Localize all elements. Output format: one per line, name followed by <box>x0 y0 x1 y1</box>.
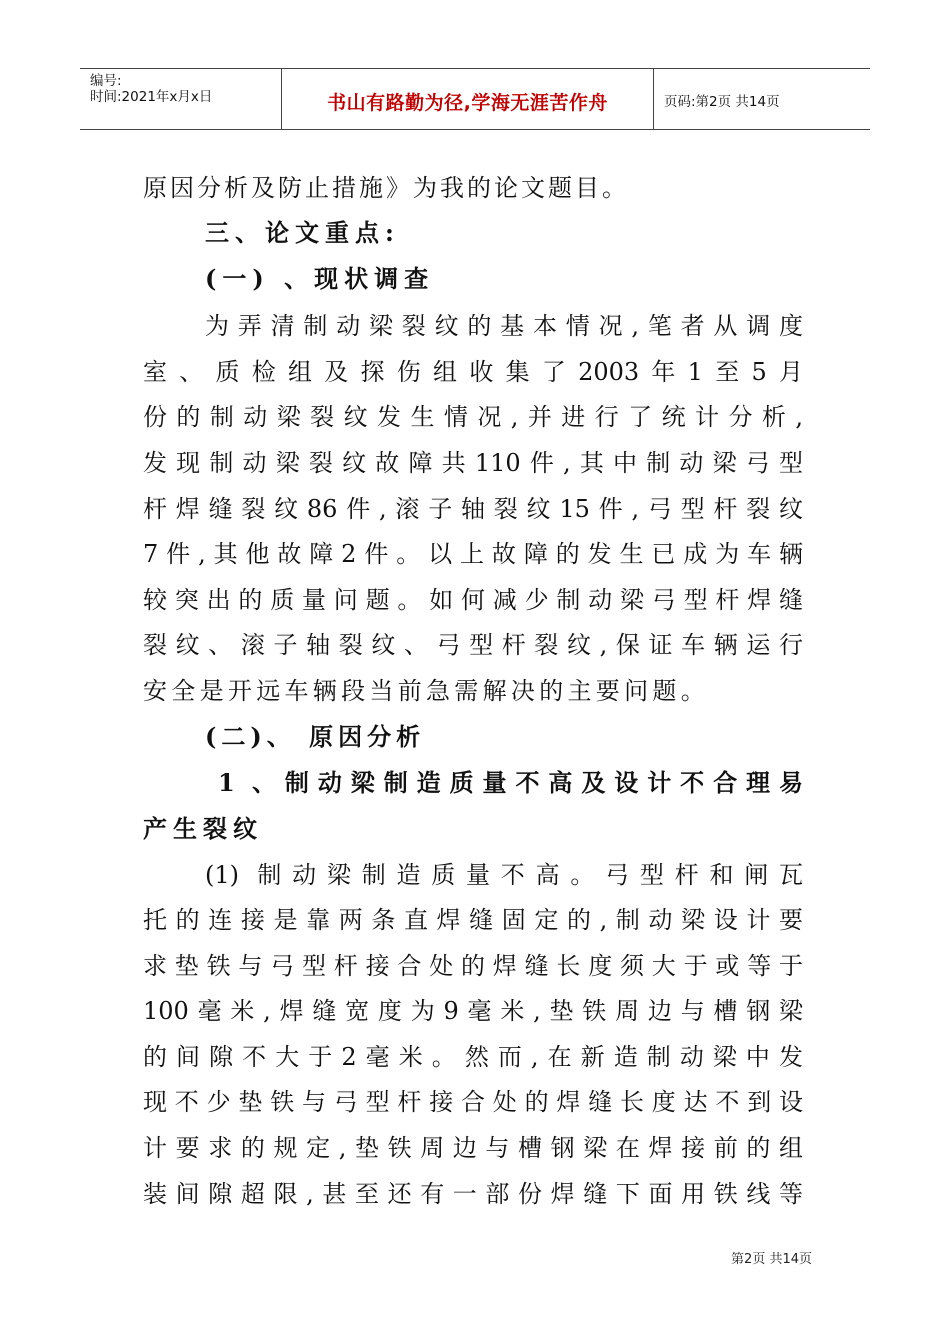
body-line: 100毫米,焊缝宽度为9毫米,垫铁周边与槽钢梁 <box>143 997 803 1025</box>
serial-label: 编号: <box>90 73 122 89</box>
page-footer: 第2页 共14页 <box>731 1252 812 1267</box>
item-heading: 1 、制动梁制造质量不高及设计不合理易 <box>218 768 803 797</box>
body-line: 求垫铁与弓型杆接合处的焊缝长度须大于或等于 <box>143 952 803 980</box>
body-line: 安全是开远车辆段当前急需解决的主要问题。 <box>143 677 709 705</box>
time-label: 时间:2021年x月x日 <box>90 89 213 105</box>
header-page-info: 页码:第2页 共14页 <box>664 94 780 110</box>
body-line: 发现制动梁裂纹故障共110件,其中制动梁弓型 <box>143 449 803 477</box>
header-left-cell <box>80 69 282 129</box>
body-line: 原因分析及防止措施》为我的论文题目。 <box>143 174 629 202</box>
item-heading: 产生裂纹 <box>143 814 263 843</box>
body-line: 托的连接是靠两条直焊缝固定的,制动梁设计要 <box>143 906 803 934</box>
subsection-heading: (一) 、现状调查 <box>205 264 435 293</box>
body-line: (1) 制动梁制造质量不高。弓型杆和闸瓦 <box>205 861 803 889</box>
subsection-heading: (二)、 原因分析 <box>205 722 426 751</box>
body-line: 为弄清制动梁裂纹的基本情况,笔者从调度 <box>205 312 803 340</box>
body-line: 杆焊缝裂纹86件,滚子轴裂纹15件,弓型杆裂纹 <box>143 495 803 523</box>
body-line: 较突出的质量问题。如何减少制动梁弓型杆焊缝 <box>143 586 803 614</box>
body-line: 现不少垫铁与弓型杆接合处的焊缝长度达不到设 <box>143 1088 803 1116</box>
body-line: 装间隙超限,甚至还有一部份焊缝下面用铁线等 <box>143 1180 803 1208</box>
header-right-cell <box>654 69 870 129</box>
header-motto-cell <box>282 69 654 129</box>
body-line: 份的制动梁裂纹发生情况,并进行了统计分析, <box>143 403 803 431</box>
header-motto: 书山有路勤为径,学海无涯苦作舟 <box>327 92 608 114</box>
body-line: 7件,其他故障2件。以上故障的发生已成为车辆 <box>143 540 803 568</box>
body-line: 裂纹、滚子轴裂纹、弓型杆裂纹,保证车辆运行 <box>143 631 803 659</box>
body-line: 的间隙不大于2毫米。然而,在新造制动梁中发 <box>143 1043 803 1071</box>
page-header <box>80 68 870 130</box>
body-line: 计要求的规定,垫铁周边与槽钢梁在焊接前的组 <box>143 1134 803 1162</box>
body-line: 室、质检组及探伤组收集了2003年1至5月 <box>143 358 803 386</box>
section-heading: 三、论文重点: <box>205 218 400 247</box>
